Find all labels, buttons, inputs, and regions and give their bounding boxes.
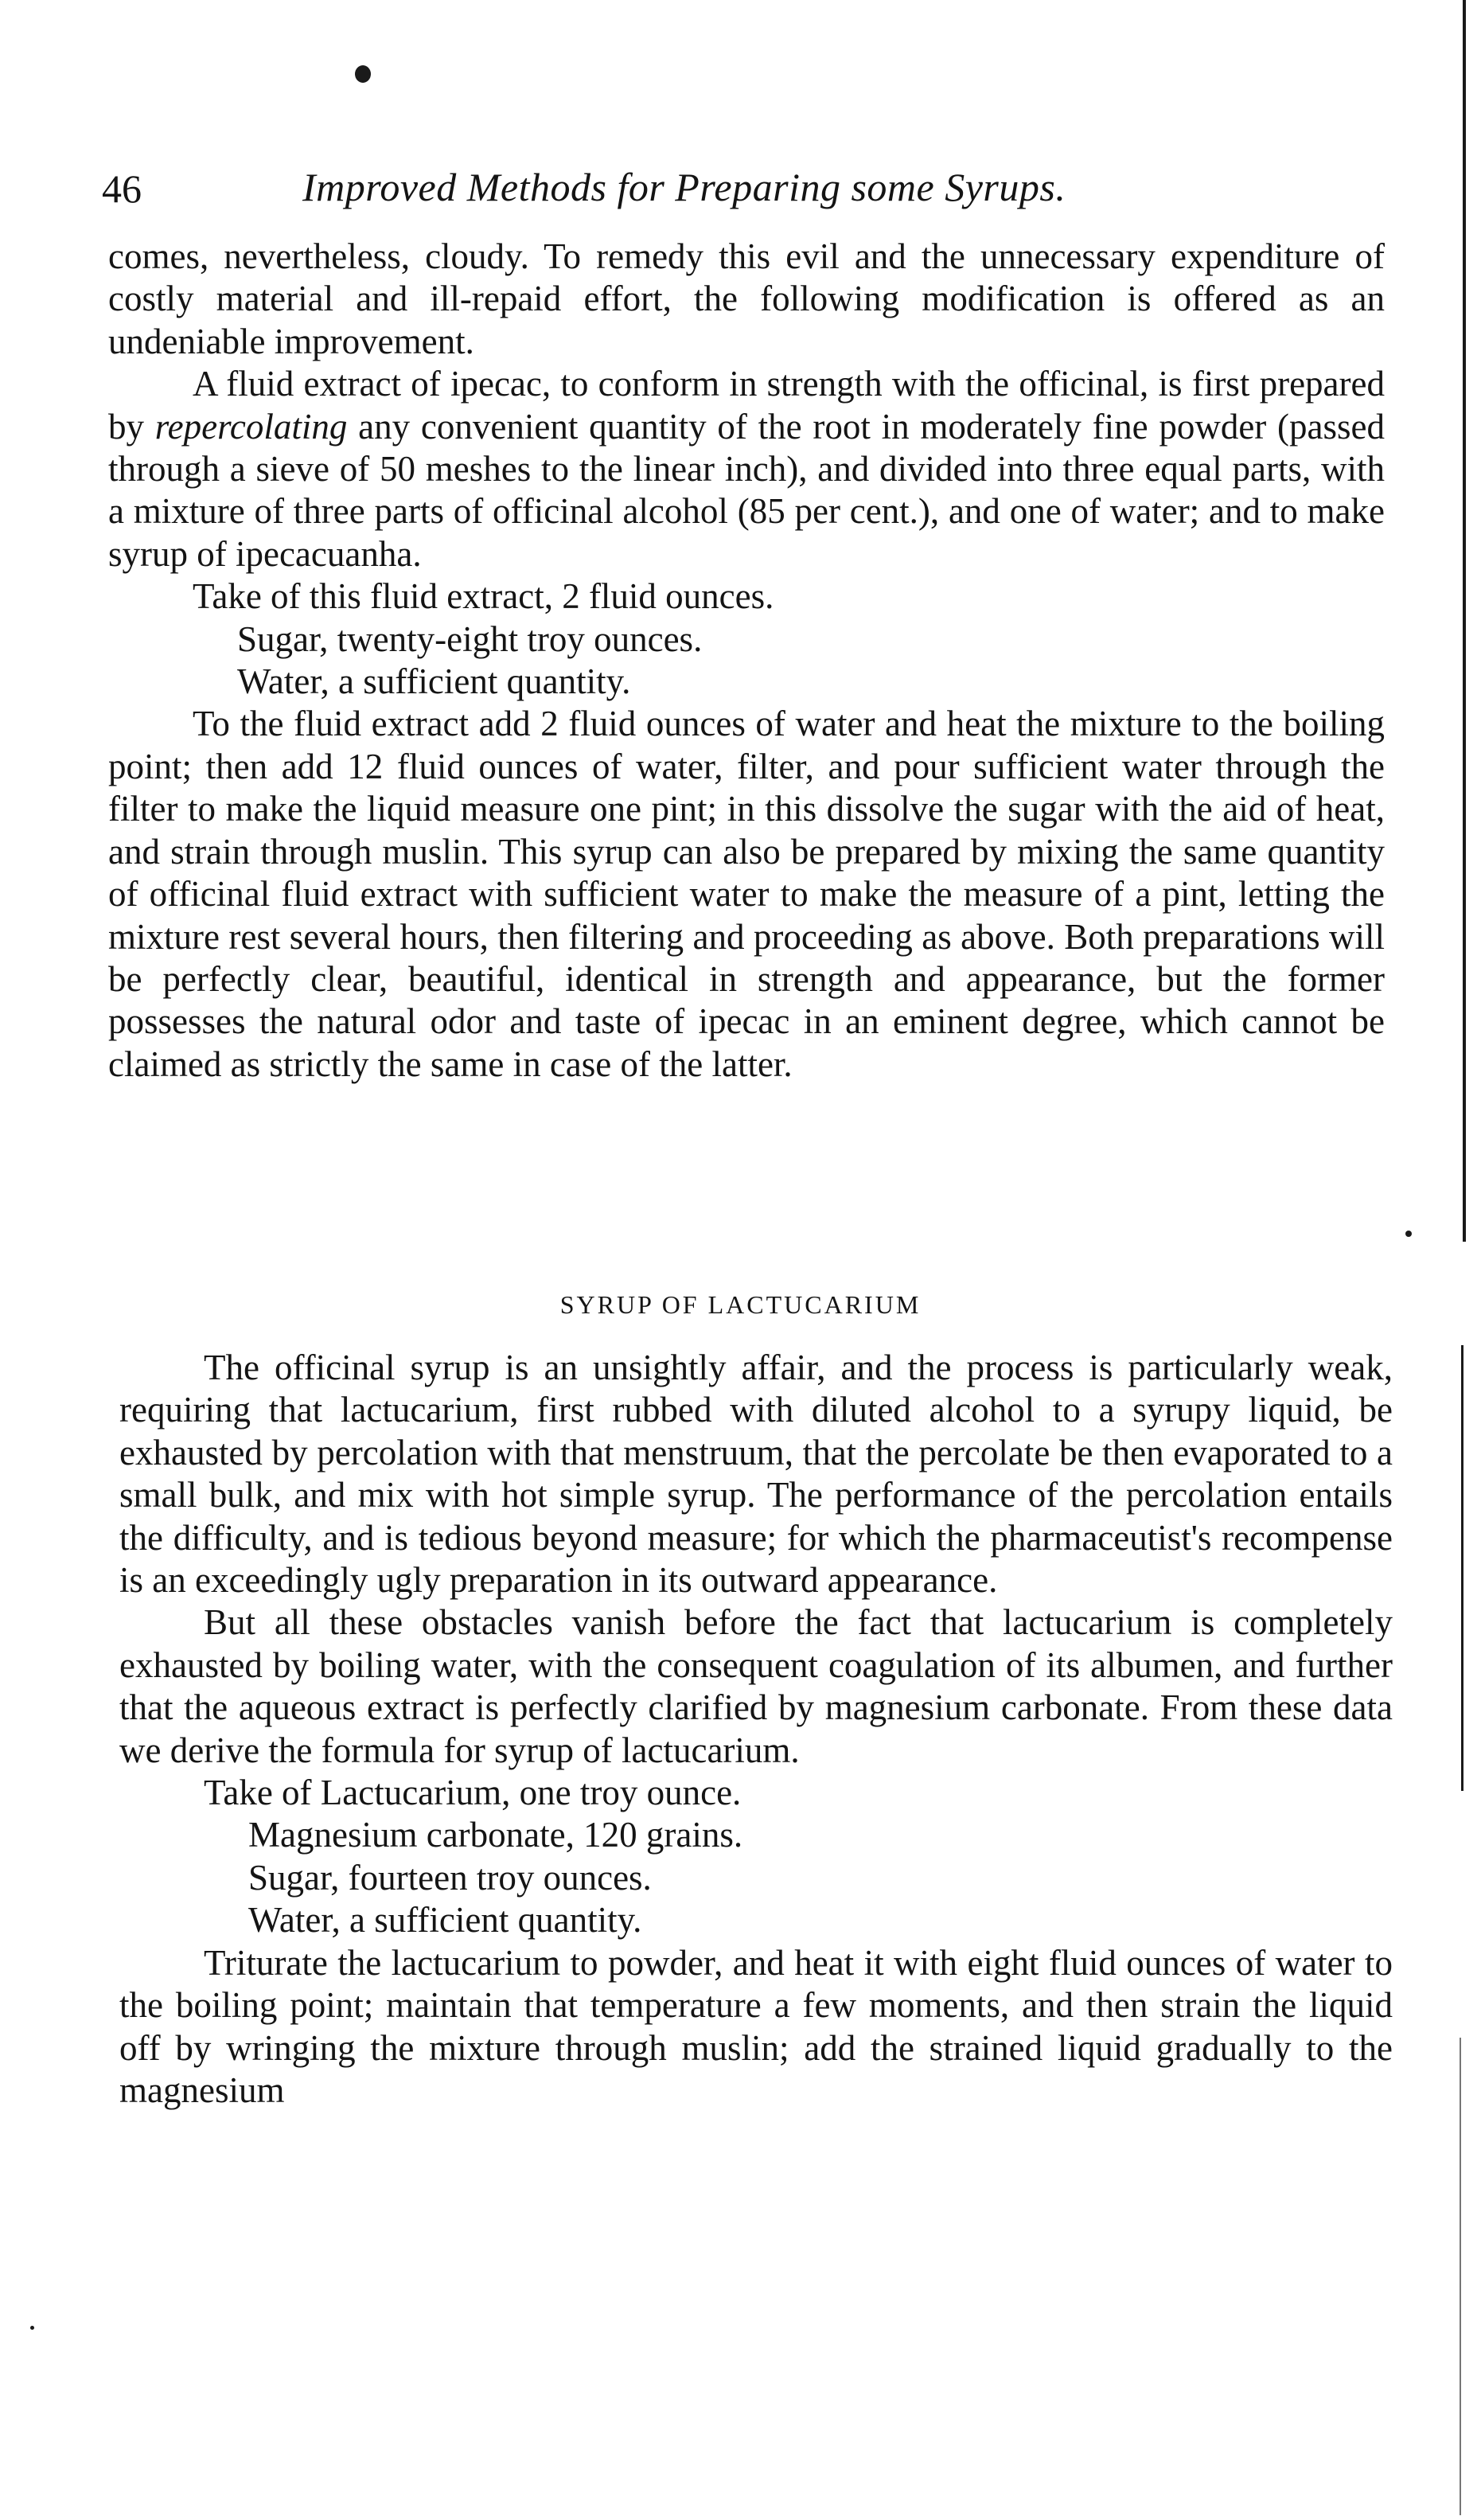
formula-line: Sugar, fourteen troy ounces. <box>248 1857 652 1898</box>
paragraph-text: A fluid extract of ipecac, to conform in strength with the officinal, is first prepared by <box>108 364 1385 447</box>
binding-edge-line-upper <box>1463 0 1466 1242</box>
paragraph-directions-lactucarium: Triturate the lactucarium to powder, and heat it with eight fluid ounces of water to the boiling point; maintain that temperature a few moments, and then strain the liquid off by wringing the mixture through muslin; add the strained liquid gradually to the magnesium <box>119 1942 1393 2110</box>
emphasis-repercolating: repercolating <box>154 406 348 447</box>
paragraph-continued: comes, nevertheless, cloudy. To remedy this evil and the unnecessary expenditure of costly material and ill-repaid effort, the following modification is offered as an undeniable improvement. <box>108 236 1385 361</box>
formula-line: Sugar, twenty-eight troy ounces. <box>237 618 703 659</box>
paragraph-fluid-extract <box>108 363 1385 575</box>
binding-edge-line-lower <box>1461 1345 1463 1791</box>
formula-lactucarium <box>119 1772 1393 1942</box>
paragraph-directions-ipecac: To the fluid extract add 2 fluid ounces of water and heat the mixture to the boiling point; then add 12 fluid ounces of water, filter, and pour sufficient water through the filter to make the liquid measure one pint; in this dissolve the sugar with the aid of heat, and strain through muslin. This syrup can also be prepared by mixing the same quantity of officinal fluid extract with sufficient water to make the measure of a pint, letting the mixture rest several hours, then filtering and proceeding as above. Both preparations will be perfectly clear, beautiful, identical in strength and appearance, but the former possesses the natural odor and taste of ipecac in an eminent degree, which cannot be claimed as strictly the same in case of the latter. <box>108 704 1385 1084</box>
ink-speck-right-margin <box>1405 1231 1412 1237</box>
formula-line: Water, a sufficient quantity. <box>248 1900 642 1941</box>
ink-speck-top <box>355 65 371 83</box>
formula-line: Take of this fluid extract, 2 fluid ounces. <box>193 576 774 617</box>
page-number: 46 <box>102 166 142 211</box>
paragraph-text: any convenient quantity of the root in moderately fine powder (passed through a sieve of 50 meshes to the linear inch), and divided into three equal parts, with a mixture of three parts of officinal alcohol (85 per cent.), and one of water; and to make syrup of ipecacuanha. <box>108 406 1385 574</box>
formula-ipecac <box>108 575 1385 703</box>
ink-speck-left-margin <box>30 2326 34 2330</box>
formula-line: Take of Lactucarium, one troy ounce. <box>204 1773 742 1813</box>
section-heading: SYRUP OF LACTUCARIUM <box>559 1290 922 1319</box>
formula-line: Magnesium carbonate, 120 grains. <box>248 1815 743 1855</box>
text-block-lactucarium <box>119 1347 1393 2112</box>
text-block-ipecac <box>108 236 1385 1086</box>
running-title: Improved Methods for Preparing some Syrups. <box>302 165 1066 209</box>
paragraph-officinal-syrup: The officinal syrup is an unsightly affair, and the process is particularly weak, requiring that lactucarium, first rubbed with diluted alcohol to a syrupy liquid, be exhausted by percolation with that menstruum, that the percolate be then evaporated to a small bulk, and mix with hot simple syrup. The performance of the percolation entails the difficulty, and is tedious beyond measure; for which the pharmaceutist's recompense is an exceedingly ugly preparation in its outward appearance. <box>119 1348 1393 1601</box>
paragraph-obstacles: But all these obstacles vanish before the fact that lactucarium is completely exhausted by boiling water, with the consequent coagulation of its albumen, and further that the aqueous extract is perfectly clarified by magnesium carbonate. From these data we derive the formula for syrup of lactucarium. <box>119 1602 1393 1770</box>
binding-edge-line-bottom <box>1460 2038 1461 2515</box>
formula-line: Water, a sufficient quantity. <box>237 661 631 702</box>
